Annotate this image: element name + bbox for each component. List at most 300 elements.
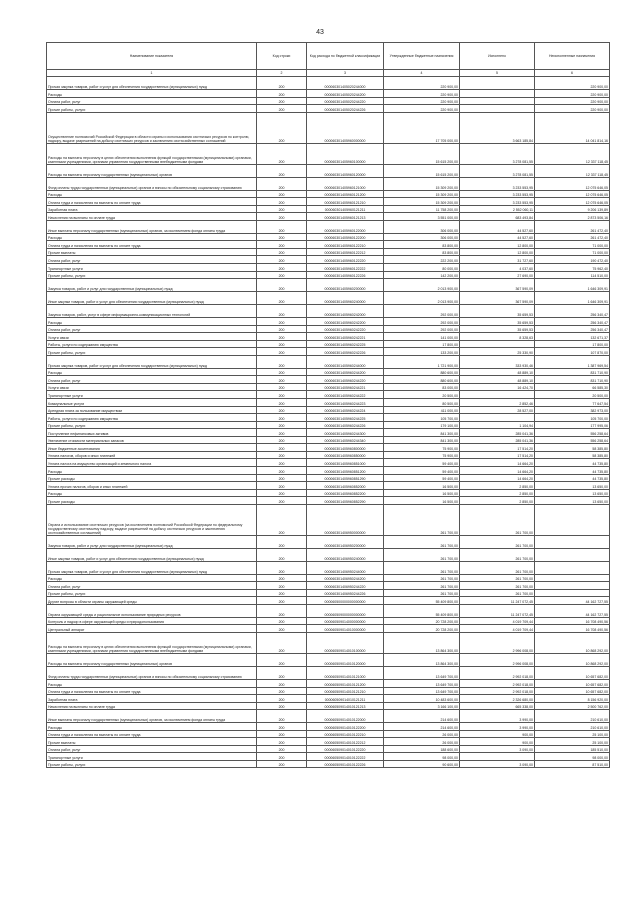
header-line-code: Код строки — [257, 43, 307, 70]
cell-line-code: 200 — [257, 604, 307, 617]
cell-line-code: 200 — [257, 143, 307, 164]
cell-kbk: 000060509014010121000 — [307, 666, 384, 679]
table-row — [47, 391, 610, 399]
column-number-row — [47, 70, 610, 77]
cell-executed: 2 850,00 — [460, 489, 535, 497]
cell-kbk: 000060509014010120000 — [307, 653, 384, 666]
cell-line-code: 200 — [257, 504, 307, 535]
cell-executed: 1 104,94 — [460, 421, 535, 429]
cell-executed: 2 552 060,11 — [460, 205, 535, 213]
cell-approved: 214 600,00 — [384, 723, 460, 731]
cell-remaining — [535, 504, 610, 535]
cell-remaining: 114 510,00 — [535, 271, 610, 279]
cell-remaining: 8 156 920,00 — [535, 695, 610, 703]
cell-executed — [460, 414, 535, 422]
cell-approved: 1 721 900,00 — [384, 355, 460, 368]
cell-executed: 25 330,90 — [460, 348, 535, 356]
table-row — [47, 279, 610, 292]
cell-approved: 83 800,00 — [384, 248, 460, 256]
cell-approved: 411 000,00 — [384, 406, 460, 414]
cell-line-code: 200 — [257, 459, 307, 467]
cell-kbk: 000060301406950244220 — [307, 582, 384, 590]
table-row — [47, 589, 610, 597]
cell-line-code: 200 — [257, 383, 307, 391]
table-row — [47, 679, 610, 687]
cell-kbk: 000060301405960850000 — [307, 451, 384, 459]
table-row — [47, 604, 610, 617]
cell-name: Другие вопросы в области охраны окружающей среды — [47, 597, 257, 605]
cell-approved: 3 551 000,00 — [384, 213, 460, 221]
table-row — [47, 459, 610, 467]
cell-executed: 14 664,20 — [460, 474, 535, 482]
cell-approved: 80 500,00 — [384, 399, 460, 407]
cell-approved: 83 000,00 — [384, 383, 460, 391]
cell-approved: 55 409 800,00 — [384, 604, 460, 617]
table-row — [47, 233, 610, 241]
cell-name: Расходы на выплаты персоналу государственных (муниципальных) органов — [47, 164, 257, 177]
cell-remaining: 10 868 292,00 — [535, 653, 610, 666]
cell-line-code: 200 — [257, 376, 307, 384]
cell-line-code: 200 — [257, 436, 307, 444]
cell-name: Коммунальные услуги — [47, 399, 257, 407]
table-row — [47, 248, 610, 256]
cell-line-code: 200 — [257, 348, 307, 356]
cell-executed: 285 041,36 — [460, 429, 535, 437]
cell-approved: 188 600,00 — [384, 745, 460, 753]
table-row — [47, 97, 610, 105]
cell-kbk: 000060301405960244220 — [307, 376, 384, 384]
cell-approved: 261 700,00 — [384, 504, 460, 535]
cell-name: Прочие выплаты — [47, 738, 257, 746]
cell-remaining: 66 585,30 — [535, 383, 610, 391]
cell-remaining — [535, 589, 610, 597]
cell-name: Расходы — [47, 489, 257, 497]
cell-executed: 27 690,00 — [460, 271, 535, 279]
cell-kbk: 000060301406950244226 — [307, 589, 384, 597]
table-row — [47, 399, 610, 407]
cell-executed — [460, 97, 535, 105]
cell-executed: 3 233 553,95 — [460, 198, 535, 206]
cell-executed: 3 278 081,55 — [460, 143, 535, 164]
cell-approved: 83 800,00 — [384, 241, 460, 249]
cell-remaining: 75 962,40 — [535, 264, 610, 272]
cell-executed: 35 659,53 — [460, 318, 535, 326]
cell-line-code: 200 — [257, 679, 307, 687]
cell-line-code: 200 — [257, 474, 307, 482]
table-row — [47, 574, 610, 582]
cell-executed — [460, 77, 535, 90]
cell-executed: 2 996 008,00 — [460, 632, 535, 653]
table-row — [47, 429, 610, 437]
cell-name: Услуги связи — [47, 383, 257, 391]
cell-name: Работы, услуги по содержанию имущества — [47, 414, 257, 422]
cell-remaining — [535, 574, 610, 582]
cell-kbk: 000060301405020244000 — [307, 77, 384, 90]
cell-kbk: 000060301405960244200 — [307, 368, 384, 376]
cell-kbk: 000060301405960244223 — [307, 399, 384, 407]
cell-approved: 98 000,00 — [384, 753, 460, 761]
cell-name: Закупка товаров, работ и услуг для государственных (муниципальных) нужд — [47, 535, 257, 548]
table-row — [47, 753, 610, 761]
table-row — [47, 489, 610, 497]
cell-line-code: 200 — [257, 241, 307, 249]
cell-name: Оплата труда и начисления на выплаты по оплате труда — [47, 687, 257, 695]
table-row — [47, 264, 610, 272]
cell-remaining — [535, 561, 610, 574]
cell-remaining — [535, 548, 610, 561]
cell-name: Прочие работы, услуги — [47, 760, 257, 768]
cell-approved: 220 900,00 — [384, 97, 460, 105]
cell-line-code: 200 — [257, 391, 307, 399]
cell-kbk: 000060301405960242200 — [307, 318, 384, 326]
cell-approved: 26 000,00 — [384, 730, 460, 738]
cell-kbk: 000060509014010100000 — [307, 632, 384, 653]
cell-line-code: 200 — [257, 90, 307, 98]
cell-remaining — [535, 582, 610, 590]
cell-kbk: 000060301405960242220 — [307, 325, 384, 333]
cell-approved: 261 700,00 — [384, 582, 460, 590]
header-remaining: Неисполненные назначения — [535, 43, 610, 70]
cell-name: Расходы — [47, 679, 257, 687]
cell-executed: 285 041,36 — [460, 436, 535, 444]
cell-name: Прочие работы, услуги — [47, 105, 257, 113]
cell-approved: 141 000,00 — [384, 333, 460, 341]
cell-remaining: 20 500,00 — [535, 391, 610, 399]
table-row — [47, 348, 610, 356]
cell-kbk: 000060301405960242000 — [307, 305, 384, 318]
cell-name: Оплата труда и начисления на выплаты по оплате труда — [47, 198, 257, 206]
cell-name: Заработная плата — [47, 695, 257, 703]
cell-line-code: 200 — [257, 399, 307, 407]
cell-remaining — [535, 535, 610, 548]
cell-approved: 142 200,00 — [384, 271, 460, 279]
cell-name: Иные бюджетные ассигнования — [47, 444, 257, 452]
table-row — [47, 632, 610, 653]
cell-executed: 4 037,60 — [460, 264, 535, 272]
cell-approved: 2 013 900,00 — [384, 279, 460, 292]
table-row — [47, 241, 610, 249]
cell-executed: 2 850,00 — [460, 497, 535, 505]
table-row — [47, 695, 610, 703]
cell-line-code: 200 — [257, 421, 307, 429]
cell-executed: 17 514,20 — [460, 444, 535, 452]
cell-line-code: 200 — [257, 340, 307, 348]
cell-line-code: 200 — [257, 574, 307, 582]
cell-remaining: 132 671,37 — [535, 333, 610, 341]
header-name: Наименование показателя — [47, 43, 257, 70]
cell-approved: 75 900,00 — [384, 451, 460, 459]
cell-approved: 16 500,00 — [384, 482, 460, 490]
cell-executed: 2 850,00 — [460, 482, 535, 490]
cell-kbk: 000060301405960800000 — [307, 444, 384, 452]
cell-remaining: 220 900,00 — [535, 105, 610, 113]
cell-name: Прочие работы, услуги — [47, 589, 257, 597]
cell-executed: 3 990,00 — [460, 723, 535, 731]
table-row — [47, 406, 610, 414]
cell-kbk: 000060301405960244221 — [307, 383, 384, 391]
cell-name: Оплата работ, услуг — [47, 582, 257, 590]
col-number: 5 — [460, 70, 535, 77]
cell-line-code: 200 — [257, 318, 307, 326]
cell-executed: 35 659,53 — [460, 305, 535, 318]
header-kbk: Код расхода по бюджетной классификации — [307, 43, 384, 70]
table-row — [47, 414, 610, 422]
cell-name: Иные закупки товаров, работ и услуг для обеспечения государственных (муниципальных) нужд — [47, 292, 257, 305]
cell-kbk: 000060301405960244222 — [307, 391, 384, 399]
cell-approved: 306 000,00 — [384, 233, 460, 241]
cell-name: Иные выплаты персоналу государственных (муниципальных) органов, за исключением фонда оплаты труда — [47, 710, 257, 723]
table-row — [47, 143, 610, 164]
cell-remaining: 87 510,00 — [535, 760, 610, 768]
cell-name: Прочая закупка товаров, работ и услуг для обеспечения государственных (муниципальных) нужд — [47, 77, 257, 90]
cell-name: Арендная плата за пользование имуществом — [47, 406, 257, 414]
cell-executed: 28 527,00 — [460, 406, 535, 414]
table-row — [47, 702, 610, 710]
cell-kbk: 000060509014010121213 — [307, 702, 384, 710]
cell-kbk: 000060509014010000000 — [307, 625, 384, 633]
header-approved: Утвержденные бюджетные назначения — [384, 43, 460, 70]
cell-line-code: 200 — [257, 190, 307, 198]
cell-kbk: 000060301405020244220 — [307, 97, 384, 105]
table-row — [47, 213, 610, 221]
cell-line-code: 200 — [257, 248, 307, 256]
cell-remaining: 2 873 506,16 — [535, 213, 610, 221]
cell-remaining: 44 162 727,55 — [535, 597, 610, 605]
cell-name: Иные закупки товаров, работ и услуг для обеспечения государственных (муниципальных) нужд — [47, 548, 257, 561]
cell-remaining: 556 258,64 — [535, 436, 610, 444]
cell-approved: 13 864 300,00 — [384, 653, 460, 666]
table-row — [47, 474, 610, 482]
cell-remaining: 58 385,80 — [535, 451, 610, 459]
cell-approved: 13 649 700,00 — [384, 687, 460, 695]
cell-line-code: 200 — [257, 264, 307, 272]
cell-name: Работы, услуги по содержанию имущества — [47, 340, 257, 348]
header-executed: Исполнено — [460, 43, 535, 70]
cell-approved: 3 166 100,00 — [384, 702, 460, 710]
cell-name: Расходы на выплаты персоналу в целях обеспечения выполнения функций государственными (муниципальными) органами, казенными учреждениями, органами управления государственными внебюджетными фондами — [47, 632, 257, 653]
cell-name: Оплата работ, услуг — [47, 376, 257, 384]
cell-name: Заработная плата — [47, 205, 257, 213]
cell-executed: 12 800,00 — [460, 248, 535, 256]
cell-remaining: 12 075 646,05 — [535, 190, 610, 198]
cell-remaining: 14 041 814,16 — [535, 112, 610, 143]
cell-approved: 15 615 200,00 — [384, 143, 460, 164]
cell-kbk: 000060301406950000000 — [307, 504, 384, 535]
cell-name: Прочие расходы — [47, 474, 257, 482]
cell-kbk: 000060301405960852200 — [307, 489, 384, 497]
cell-remaining: 44 735,80 — [535, 459, 610, 467]
cell-executed: 261 700,00 — [460, 548, 535, 561]
cell-name: Транспортные услуги — [47, 264, 257, 272]
cell-remaining: 256 340,47 — [535, 305, 610, 318]
cell-name: Расходы — [47, 466, 257, 474]
cell-approved: 261 700,00 — [384, 561, 460, 574]
cell-name: Расходы на выплаты персоналу в целях обеспечения выполнения функций государственными (муниципальными) органами, казенными учреждениями, органами управления государственными внебюджетными фондами — [47, 143, 257, 164]
cell-line-code: 200 — [257, 213, 307, 221]
cell-kbk: 000060301405960200000 — [307, 279, 384, 292]
cell-line-code: 200 — [257, 710, 307, 723]
cell-executed: 3 233 553,95 — [460, 177, 535, 190]
cell-approved: 20 500,00 — [384, 391, 460, 399]
cell-name: Прочие выплаты — [47, 248, 257, 256]
cell-kbk: 000060301405960244225 — [307, 414, 384, 422]
cell-line-code: 200 — [257, 730, 307, 738]
cell-line-code: 200 — [257, 625, 307, 633]
cell-kbk: 000060301405960122212 — [307, 248, 384, 256]
cell-line-code: 200 — [257, 177, 307, 190]
cell-approved: 261 700,00 — [384, 574, 460, 582]
cell-remaining: 71 000,00 — [535, 248, 610, 256]
cell-name: Прочая закупка товаров, работ и услуг для обеспечения государственных (муниципальных) нужд — [47, 561, 257, 574]
cell-kbk: 000060301405960851000 — [307, 459, 384, 467]
cell-name: Оплата работ, услуг — [47, 745, 257, 753]
cell-line-code: 200 — [257, 77, 307, 90]
cell-approved: 13 864 300,00 — [384, 632, 460, 653]
cell-line-code: 200 — [257, 198, 307, 206]
cell-line-code: 200 — [257, 233, 307, 241]
cell-approved: 15 615 200,00 — [384, 164, 460, 177]
cell-approved: 15 309 200,00 — [384, 198, 460, 206]
cell-name: Расходы — [47, 190, 257, 198]
cell-line-code: 200 — [257, 325, 307, 333]
cell-kbk: 000060301405960122220 — [307, 256, 384, 264]
cell-executed: 11 247 072,45 — [460, 597, 535, 605]
cell-name: Начисления на выплаты по оплате труда — [47, 702, 257, 710]
cell-executed: 261 700,00 — [460, 582, 535, 590]
cell-remaining: 261 472,40 — [535, 220, 610, 233]
cell-remaining: 98 000,00 — [535, 753, 610, 761]
table-row — [47, 497, 610, 505]
cell-remaining: 261 472,40 — [535, 233, 610, 241]
table-row — [47, 77, 610, 90]
cell-kbk: 000060301405960242221 — [307, 333, 384, 341]
cell-remaining: 10 657 682,00 — [535, 687, 610, 695]
cell-approved: 222 200,00 — [384, 256, 460, 264]
cell-approved: 261 700,00 — [384, 589, 460, 597]
cell-line-code: 200 — [257, 753, 307, 761]
cell-kbk: 000060509014010122210 — [307, 730, 384, 738]
cell-name: Поступление нефинансовых активов — [47, 429, 257, 437]
cell-remaining: 831 710,90 — [535, 376, 610, 384]
cell-line-code: 200 — [257, 279, 307, 292]
table-row — [47, 292, 610, 305]
cell-approved: 26 000,00 — [384, 738, 460, 746]
cell-executed: 3 663 185,84 — [460, 112, 535, 143]
cell-kbk: 000060301405960121211 — [307, 205, 384, 213]
table-row — [47, 466, 610, 474]
cell-kbk: 000060301405960244224 — [307, 406, 384, 414]
cell-approved: 261 700,00 — [384, 548, 460, 561]
cell-line-code: 200 — [257, 205, 307, 213]
cell-kbk: 000060301405960242225 — [307, 340, 384, 348]
cell-kbk: 000060301405020244200 — [307, 90, 384, 98]
table-row — [47, 355, 610, 368]
cell-name: Прочие расходы — [47, 497, 257, 505]
cell-executed: 261 700,00 — [460, 535, 535, 548]
cell-executed: 31 727,60 — [460, 256, 535, 264]
table-row — [47, 617, 610, 625]
cell-name: Транспортные услуги — [47, 753, 257, 761]
cell-name: Транспортные услуги — [47, 391, 257, 399]
cell-approved: 220 900,00 — [384, 105, 460, 113]
table-row — [47, 271, 610, 279]
cell-executed: 48 889,10 — [460, 376, 535, 384]
table-row — [47, 105, 610, 113]
cell-line-code: 200 — [257, 451, 307, 459]
cell-kbk: 000060509014010122212 — [307, 738, 384, 746]
col-number: 2 — [257, 70, 307, 77]
cell-remaining: 10 868 292,00 — [535, 632, 610, 653]
cell-remaining: 13 650,00 — [535, 489, 610, 497]
cell-approved: 75 900,00 — [384, 444, 460, 452]
cell-remaining: 382 973,00 — [535, 406, 610, 414]
cell-name: Прочая закупка товаров, работ и услуг для обеспечения государственных (муниципальных) нужд — [47, 355, 257, 368]
cell-remaining: 10 657 682,00 — [535, 679, 610, 687]
cell-executed — [460, 105, 535, 113]
cell-remaining: 71 000,00 — [535, 241, 610, 249]
cell-approved: 16 500,00 — [384, 497, 460, 505]
cell-remaining: 58 385,80 — [535, 444, 610, 452]
cell-approved: 841 300,00 — [384, 429, 460, 437]
cell-remaining: 13 650,00 — [535, 482, 610, 490]
table-row — [47, 190, 610, 198]
cell-line-code: 200 — [257, 632, 307, 653]
table-row — [47, 340, 610, 348]
cell-name: Закупка товаров, работ и услуг для государственных (муниципальных) нужд — [47, 279, 257, 292]
cell-executed: 16 424,70 — [460, 383, 535, 391]
cell-executed: 12 800,00 — [460, 241, 535, 249]
cell-name: Оплата работ, услуг — [47, 256, 257, 264]
cell-kbk: 000060301405960122200 — [307, 233, 384, 241]
cell-line-code: 200 — [257, 406, 307, 414]
table-row — [47, 625, 610, 633]
table-row — [47, 504, 610, 535]
cell-kbk: 000060509014010122200 — [307, 723, 384, 731]
cell-kbk: 000060301405960000000 — [307, 112, 384, 143]
table-body — [47, 77, 610, 768]
cell-approved: 16 500,00 — [384, 489, 460, 497]
table-row — [47, 333, 610, 341]
cell-executed: 2 852,46 — [460, 399, 535, 407]
cell-name: Охрана окружающей среды и рациональное использование природных ресурсов — [47, 604, 257, 617]
cell-executed: 11 247 072,45 — [460, 604, 535, 617]
cell-remaining: 1 646 309,91 — [535, 292, 610, 305]
cell-approved: 59 400,00 — [384, 466, 460, 474]
cell-name: Уплата налогов, сборов и иных платежей — [47, 451, 257, 459]
table-row — [47, 666, 610, 679]
cell-kbk: 000060301405960851200 — [307, 466, 384, 474]
cell-kbk: 000060301405960852000 — [307, 482, 384, 490]
col-number: 6 — [535, 70, 610, 77]
cell-name: Увеличение стоимости материальных запасов — [47, 436, 257, 444]
cell-kbk: 000060509014000000000 — [307, 617, 384, 625]
cell-line-code: 200 — [257, 164, 307, 177]
table-row — [47, 305, 610, 318]
cell-kbk: 000060509014010121200 — [307, 679, 384, 687]
cell-executed — [460, 753, 535, 761]
cell-name: Расходы — [47, 723, 257, 731]
cell-approved: 59 400,00 — [384, 459, 460, 467]
table-row — [47, 421, 610, 429]
table-row — [47, 325, 610, 333]
cell-kbk: 000060301405960121000 — [307, 177, 384, 190]
cell-line-code: 200 — [257, 368, 307, 376]
cell-kbk: 000060509014010122000 — [307, 710, 384, 723]
cell-line-code: 200 — [257, 429, 307, 437]
cell-executed: 367 590,09 — [460, 292, 535, 305]
cell-remaining: 25 100,00 — [535, 738, 610, 746]
cell-line-code: 200 — [257, 497, 307, 505]
